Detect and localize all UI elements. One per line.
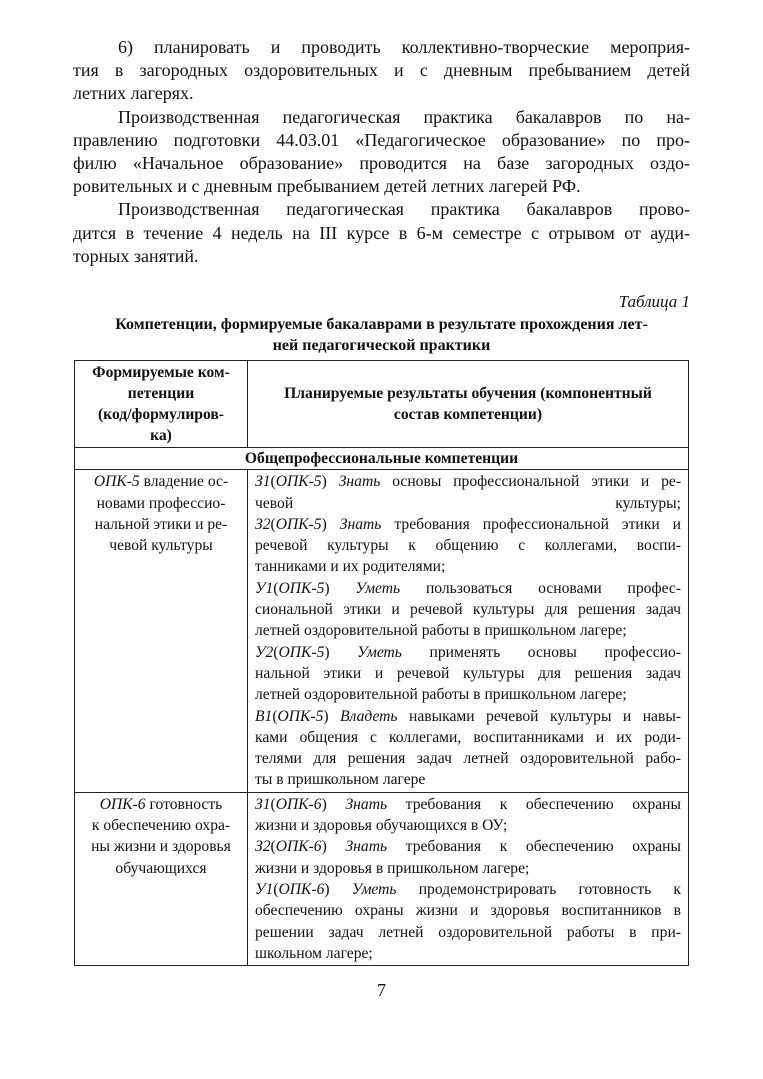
cell-line: [82, 858, 240, 879]
text: летней оздоровительной работы в пришкольном лагере;: [255, 686, 627, 704]
text: жизни и здоровья обучающихся в ОУ;: [255, 817, 508, 835]
text: чевой культуры: [109, 537, 213, 555]
table-row: [75, 470, 689, 792]
cell-line: [255, 748, 681, 769]
text: (: [270, 473, 276, 491]
text: жизни и здоровья в пришкольном лагере;: [255, 859, 530, 877]
text-line: Производственная педагогическая практика бакалавров прово-: [118, 199, 690, 220]
text: ты в пришкольном лагере: [255, 771, 426, 789]
text: обеспечению охраны жизни и здоровья воспитанников в: [255, 902, 681, 920]
header-line: Планируемые результаты обучения (компонентный: [284, 385, 652, 402]
italic-text: ОПК-5: [93, 473, 140, 491]
text-line: 6) планировать и проводить коллективно-творческие мероприя-: [118, 37, 690, 57]
cell-line: [255, 556, 681, 577]
cell-line: [255, 684, 681, 705]
italic-text: Уметь: [351, 880, 397, 898]
table-caption: Таблица 1: [618, 292, 690, 311]
header-line: (код/формулиров-: [97, 406, 225, 423]
text: пользоваться основами профес-: [400, 579, 681, 597]
page-number: 7: [377, 980, 386, 1000]
text: требования к обеспечению охраны: [387, 795, 681, 813]
competency-cell: [75, 792, 248, 965]
italic-text: ОПК-5: [278, 579, 325, 597]
text: готовность: [145, 795, 223, 813]
cell-line: [82, 514, 240, 535]
text: требования к обеспечению охраны: [387, 838, 681, 856]
text: ны жизни и здоровья: [91, 838, 231, 856]
italic-text: ОПК-6: [99, 795, 146, 813]
text-line: филю «Начальное образование» проводится на базе загородных оздо-: [73, 152, 690, 173]
cell-line: [255, 794, 681, 815]
header-line: Формируемые ком-: [92, 364, 230, 381]
text: танниками и их родителями;: [255, 558, 446, 576]
text: (: [273, 880, 279, 898]
text: сиональной этики и речевой культуры для решения задач: [255, 601, 681, 619]
text: (: [270, 515, 276, 533]
cell-line: [255, 815, 681, 836]
text: ): [321, 838, 346, 856]
cell-line: [255, 922, 681, 943]
italic-text: З1: [255, 473, 271, 491]
table-title: [73, 314, 690, 356]
text: (: [270, 795, 276, 813]
cell-line: [255, 727, 681, 748]
italic-text: Знать: [338, 473, 381, 491]
header-line: состав компетенции): [393, 406, 543, 423]
text: (: [273, 579, 279, 597]
results-cell: [248, 470, 689, 792]
text: ): [321, 515, 340, 533]
italic-text: З2: [255, 515, 271, 533]
section-row: [75, 448, 689, 470]
text: (: [273, 643, 279, 661]
paragraph: [73, 198, 690, 268]
text: навыками речевой культуры и навы-: [397, 707, 681, 725]
italic-text: З1: [255, 795, 271, 813]
body-text: [73, 36, 690, 268]
text: ): [321, 473, 339, 491]
italic-text: ОПК-6: [278, 880, 325, 898]
cell-line: [255, 535, 681, 556]
cell-line: [255, 858, 681, 879]
italic-text: Уметь: [355, 579, 401, 597]
cell-line: [82, 794, 240, 815]
text: летней оздоровительной работы в пришкольном лагере;: [255, 622, 627, 640]
cell-line: [82, 471, 240, 492]
cell-line: [255, 836, 681, 857]
italic-text: ОПК-6: [275, 838, 322, 856]
table-row: [75, 792, 689, 965]
paragraph: [73, 106, 690, 199]
text-line: летних лагерях.: [73, 83, 194, 104]
italic-text: ОПК-5: [275, 515, 322, 533]
text: владение ос-: [139, 473, 229, 491]
italic-text: ОПК-5: [277, 707, 324, 725]
text: (: [270, 838, 276, 856]
header-line: ка): [150, 427, 172, 444]
text-line: тия в загородных оздоровительных и с дневным пребыванием детей: [73, 60, 690, 81]
text: новами профессио-: [96, 494, 226, 512]
text-line: дится в течение 4 недель на III курсе в 6-м семестре с отрывом от ауди-: [73, 222, 690, 243]
header-line: петенции: [127, 385, 195, 402]
results-cell: [248, 792, 689, 965]
cell-line: [255, 620, 681, 641]
text: ): [324, 643, 358, 661]
cell-line: [255, 769, 681, 790]
text: требования профессиональной этики и: [381, 515, 682, 533]
italic-text: У2: [255, 643, 274, 661]
italic-text: ОПК-5: [275, 473, 322, 491]
cell-line: [255, 900, 681, 921]
header-competencies: [75, 361, 248, 448]
text: ): [324, 880, 352, 898]
italic-text: Знать: [339, 515, 382, 533]
text-line: торных занятий.: [73, 245, 199, 266]
cell-line: [82, 836, 240, 857]
cell-line: [255, 879, 681, 900]
text: применять основы профессио-: [401, 643, 681, 661]
text: ): [324, 579, 356, 597]
text: ): [323, 707, 341, 725]
text: ): [321, 795, 346, 813]
italic-text: В1: [255, 707, 273, 725]
italic-text: Уметь: [357, 643, 402, 661]
text: речевой культуры к общению с коллегами, воспи-: [255, 537, 681, 555]
italic-text: ОПК-6: [275, 795, 322, 813]
table-title-line: Компетенции, формируемые бакалаврами в результате прохождения лет-: [115, 316, 648, 333]
text: (: [272, 707, 278, 725]
cell-line: [255, 578, 681, 599]
text: основы профессиональной этики и ре-: [380, 473, 682, 491]
cell-line: [255, 514, 681, 535]
text: решении задач летней оздоровительной работы в при-: [255, 923, 681, 941]
italic-text: ОПК-5: [278, 643, 325, 661]
cell-line: [82, 535, 240, 556]
cell-line: [255, 663, 681, 684]
cell-line: [255, 493, 681, 514]
text: обучающихся: [115, 859, 207, 877]
italic-text: У1: [255, 579, 274, 597]
text: к обеспечению охра-: [91, 817, 231, 835]
header-results: [248, 361, 689, 448]
text: нальной этики и ре-: [94, 515, 228, 533]
cell-line: [255, 471, 681, 492]
cell-line: [255, 599, 681, 620]
italic-text: Владеть: [340, 707, 398, 725]
italic-text: У1: [255, 880, 274, 898]
text: школьном лагере;: [255, 944, 373, 962]
text: ками общения с коллегами, воспитанниками и их роди-: [255, 728, 681, 746]
cell-line: [82, 493, 240, 514]
text: чевой культуры;: [255, 494, 681, 512]
competency-cell: [75, 470, 248, 792]
section-title: Общепрофессиональные компетенции: [75, 448, 689, 470]
italic-text: З2: [255, 838, 271, 856]
cell-line: [82, 815, 240, 836]
italic-text: Знать: [345, 838, 388, 856]
text-line: Производственная педагогическая практика бакалавров по на-: [118, 106, 690, 127]
text-line: правлению подготовки 44.03.01 «Педагогическое образование» по про-: [73, 129, 690, 150]
cell-line: [255, 943, 681, 964]
table-title-line: ней педагогической практики: [272, 337, 491, 354]
competencies-table: [74, 360, 689, 966]
italic-text: Знать: [345, 795, 388, 813]
text: нальной этики и речевой культуры для решения задач: [255, 664, 681, 682]
text: продемонстрировать готовность к: [396, 880, 682, 898]
text: телями для решения задач летней оздоровительной рабо-: [255, 750, 681, 768]
paragraph: [73, 36, 690, 106]
table-header-row: [75, 361, 689, 448]
cell-line: [255, 706, 681, 727]
text-line: ровительных и с дневным пребыванием детей летних лагерей РФ.: [73, 176, 581, 197]
cell-line: [255, 642, 681, 663]
